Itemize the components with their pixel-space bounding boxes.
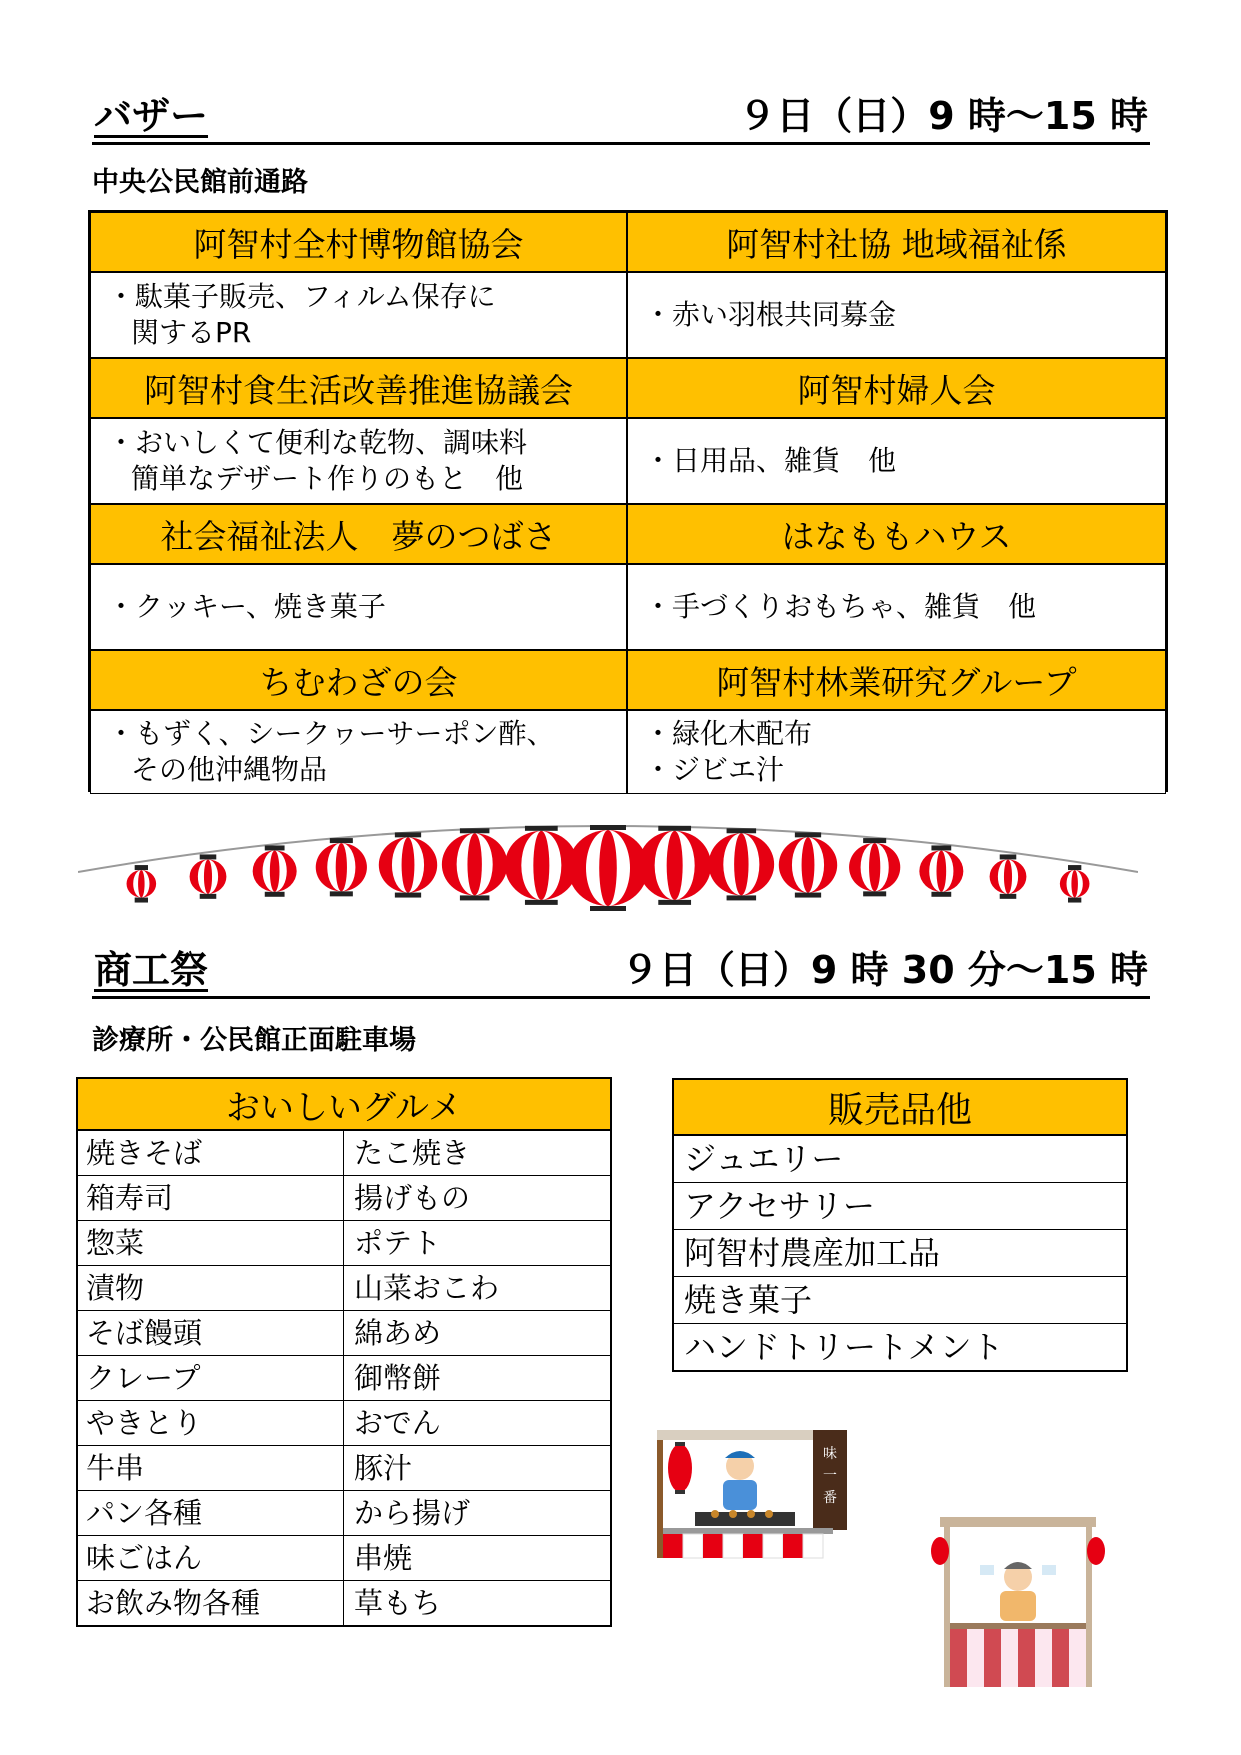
booth-detail-line: ・日用品、雑貨 他	[644, 444, 897, 477]
gourmet-table	[76, 1077, 612, 1627]
booth-detail-line: ・クッキー、焼き菓子	[107, 590, 386, 623]
festival-stall-icon	[930, 1515, 1110, 1690]
shoko-place: 診療所・公民館正面駐車場	[92, 1025, 416, 1056]
gourmet-item: 牛串	[86, 1451, 145, 1485]
booth-detail	[90, 272, 627, 358]
gourmet-item: 山菜おこわ	[343, 1266, 610, 1310]
gourmet-item: 惣菜	[86, 1226, 145, 1260]
gourmet-item: おでん	[343, 1401, 610, 1445]
svg-text:味: 味	[823, 1446, 837, 1462]
booth-name: 阿智村婦人会	[627, 358, 1166, 418]
lantern-garland-icon	[78, 800, 1138, 930]
lantern-icon	[505, 826, 578, 905]
booth-detail-line: ・駄菓子販売、フィルム保存に	[107, 280, 496, 313]
list-item: 焼き菓子	[674, 1277, 1126, 1324]
bazaar-time: ９日（日）9 時～15 時	[738, 94, 1148, 138]
booth-name: 阿智村社協 地域福祉係	[627, 212, 1166, 272]
shoko-header	[92, 950, 1150, 999]
table-row	[78, 1266, 610, 1311]
shoko-title: 商工祭	[94, 948, 209, 992]
booth-detail	[627, 710, 1166, 794]
booth-detail-line: 関するPR	[131, 316, 252, 349]
lantern-icon	[1060, 865, 1090, 902]
booth-name: 阿智村全村博物館協会	[90, 212, 627, 272]
table-row	[78, 1131, 610, 1176]
gourmet-item: 草もち	[343, 1581, 610, 1625]
table-row	[78, 1536, 610, 1581]
booth-detail-line: ・おいしくて便利な乾物、調味料	[107, 426, 528, 459]
gourmet-item: 串焼	[343, 1536, 610, 1580]
food-stall-icon	[655, 1428, 855, 1563]
gourmet-item: クレープ	[86, 1361, 201, 1395]
svg-text:一: 一	[823, 1468, 837, 1484]
booth-detail-line: ・ジビエ汁	[644, 753, 785, 786]
booth-detail	[90, 418, 627, 504]
table-row	[78, 1446, 610, 1491]
gourmet-item: お飲み物各種	[86, 1586, 261, 1620]
bazaar-table	[88, 210, 1168, 792]
lantern-icon	[190, 854, 227, 898]
booth-detail	[627, 564, 1166, 650]
table-row	[78, 1221, 610, 1266]
list-item: ハンドトリートメント	[684, 1328, 1004, 1366]
gourmet-item: パン各種	[86, 1496, 203, 1530]
gourmet-item: そば饅頭	[86, 1316, 203, 1350]
booth-detail-line: 簡単なデザート作りのもと 他	[131, 462, 524, 495]
gourmet-item: 箱寿司	[86, 1181, 174, 1215]
lantern-icon	[919, 845, 963, 896]
goods-table	[672, 1078, 1128, 1372]
booth-detail	[90, 710, 627, 794]
booth-name: ちむわざの会	[90, 650, 627, 710]
shoko-time: ９日（日）9 時 30 分～15 時	[620, 948, 1148, 992]
booth-name: 阿智村食生活改善推進協議会	[90, 358, 627, 418]
list-item: ジュエリー	[674, 1136, 1126, 1183]
bazaar-header	[92, 96, 1150, 145]
gourmet-item: ポテト	[343, 1221, 610, 1265]
gourmet-item: 綿あめ	[343, 1311, 610, 1355]
table-row	[78, 1176, 610, 1221]
goods-header: 販売品他	[674, 1080, 1126, 1136]
list-item: 阿智村農産加工品	[674, 1230, 1126, 1277]
booth-detail-line: その他沖縄物品	[131, 753, 328, 786]
lantern-icon	[638, 826, 711, 905]
lantern-icon	[442, 828, 508, 900]
booth-detail	[627, 272, 1166, 358]
gourmet-item: から揚げ	[343, 1491, 610, 1535]
table-row	[78, 1356, 610, 1401]
lantern-icon	[568, 825, 648, 911]
bazaar-title: バザー	[94, 94, 209, 138]
booth-detail-line: ・緑化木配布	[644, 717, 813, 750]
booth-detail	[90, 564, 627, 650]
table-row	[78, 1581, 610, 1625]
gourmet-item: 豚汁	[343, 1446, 610, 1490]
gourmet-item: やきとり	[86, 1406, 203, 1440]
gourmet-item: 漬物	[86, 1271, 145, 1305]
lantern-icon	[253, 845, 297, 896]
lantern-icon	[779, 832, 837, 897]
lantern-icon	[990, 854, 1027, 898]
lantern-icon	[849, 838, 900, 896]
bazaar-place: 中央公民館前通路	[92, 167, 308, 198]
gourmet-item: 味ごはん	[86, 1541, 203, 1575]
booth-detail-line: ・赤い羽根共同募金	[644, 298, 897, 331]
table-row	[78, 1311, 610, 1356]
gourmet-item: 焼きそば	[86, 1136, 203, 1170]
booth-detail-line: ・手づくりおもちゃ、雑貨 他	[644, 590, 1037, 623]
gourmet-item: たこ焼き	[343, 1131, 610, 1175]
gourmet-header: おいしいグルメ	[78, 1079, 610, 1131]
booth-detail-line: ・もずく、シークヮーサーポン酢、	[107, 717, 555, 750]
table-row	[78, 1401, 610, 1446]
booth-name: はなももハウス	[627, 504, 1166, 564]
lantern-icon	[379, 832, 437, 897]
table-row	[78, 1491, 610, 1536]
gourmet-item: 御幣餅	[343, 1356, 610, 1400]
booth-detail	[627, 418, 1166, 504]
list-item: アクセサリー	[674, 1183, 1126, 1230]
booth-name: 阿智村林業研究グループ	[627, 650, 1166, 710]
lantern-icon	[316, 838, 367, 896]
lantern-icon	[709, 828, 775, 900]
svg-text:番: 番	[823, 1490, 837, 1506]
booth-name: 社会福祉法人 夢のつばさ	[90, 504, 627, 564]
gourmet-item: 揚げもの	[343, 1176, 610, 1220]
lantern-icon	[127, 865, 157, 902]
